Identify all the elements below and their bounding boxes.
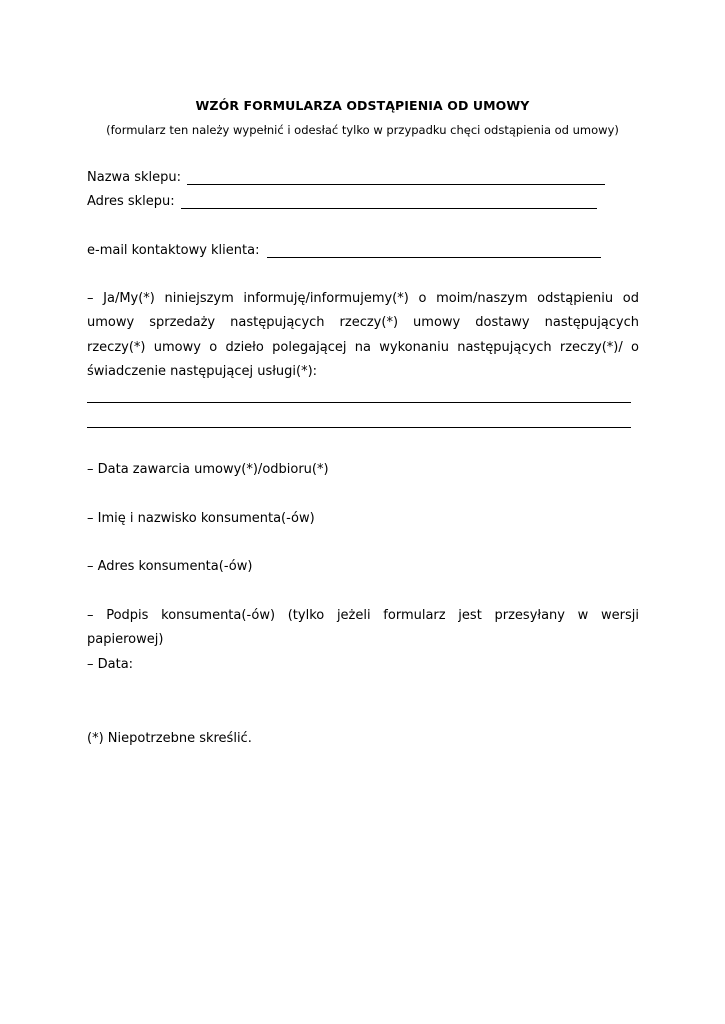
email-row	[87, 243, 601, 258]
signature-line: papierowej)	[87, 632, 164, 647]
shop-address-row	[87, 194, 597, 209]
contract-date-label: – Data zawarcia umowy(*)/odbioru(*)	[87, 462, 329, 477]
email-label: e-mail kontaktowy klienta:	[87, 243, 260, 258]
shop-address-blank[interactable]	[181, 194, 597, 209]
form-subtitle: (formularz ten należy wypełnić i odesłać tylko w przypadku chęci odstąpienia od umowy)	[106, 123, 619, 137]
consumer-address-label: – Adres konsumenta(-ów)	[87, 559, 253, 574]
consumer-name-label: – Imię i nazwisko konsumenta(-ów)	[87, 511, 315, 526]
declaration-blank-line[interactable]	[87, 427, 631, 428]
signature-paragraph	[87, 604, 639, 652]
email-blank[interactable]	[267, 243, 601, 258]
shop-address-label: Adres sklepu:	[87, 194, 175, 209]
declaration-line: umowy sprzedaży następujących rzeczy(*) umowy dostawy następujących	[87, 315, 639, 331]
declaration-line: rzeczy(*) umowy o dzieło polegającej na wykonaniu następujących rzeczy(*)/ o	[87, 339, 639, 355]
declaration-blank-line[interactable]	[87, 402, 631, 403]
signature-line: – Podpis konsumenta(-ów) (tylko jeżeli formularz jest przesyłany w wersji	[87, 608, 639, 623]
shop-name-label: Nazwa sklepu:	[87, 170, 182, 185]
shop-name-blank[interactable]	[187, 170, 605, 185]
form-title: WZÓR FORMULARZA ODSTĄPIENIA OD UMOWY	[195, 98, 530, 113]
date-label: – Data:	[87, 657, 134, 672]
declaration-line: – Ja/My(*) niniejszym informuję/informujemy(*) o moim/naszym odstąpieniu od	[87, 291, 639, 306]
declaration-paragraph	[87, 287, 639, 384]
footnote: (*) Niepotrzebne skreślić.	[87, 731, 252, 746]
declaration-line: świadczenie następującej usługi(*):	[87, 363, 318, 379]
shop-name-row	[87, 170, 605, 185]
